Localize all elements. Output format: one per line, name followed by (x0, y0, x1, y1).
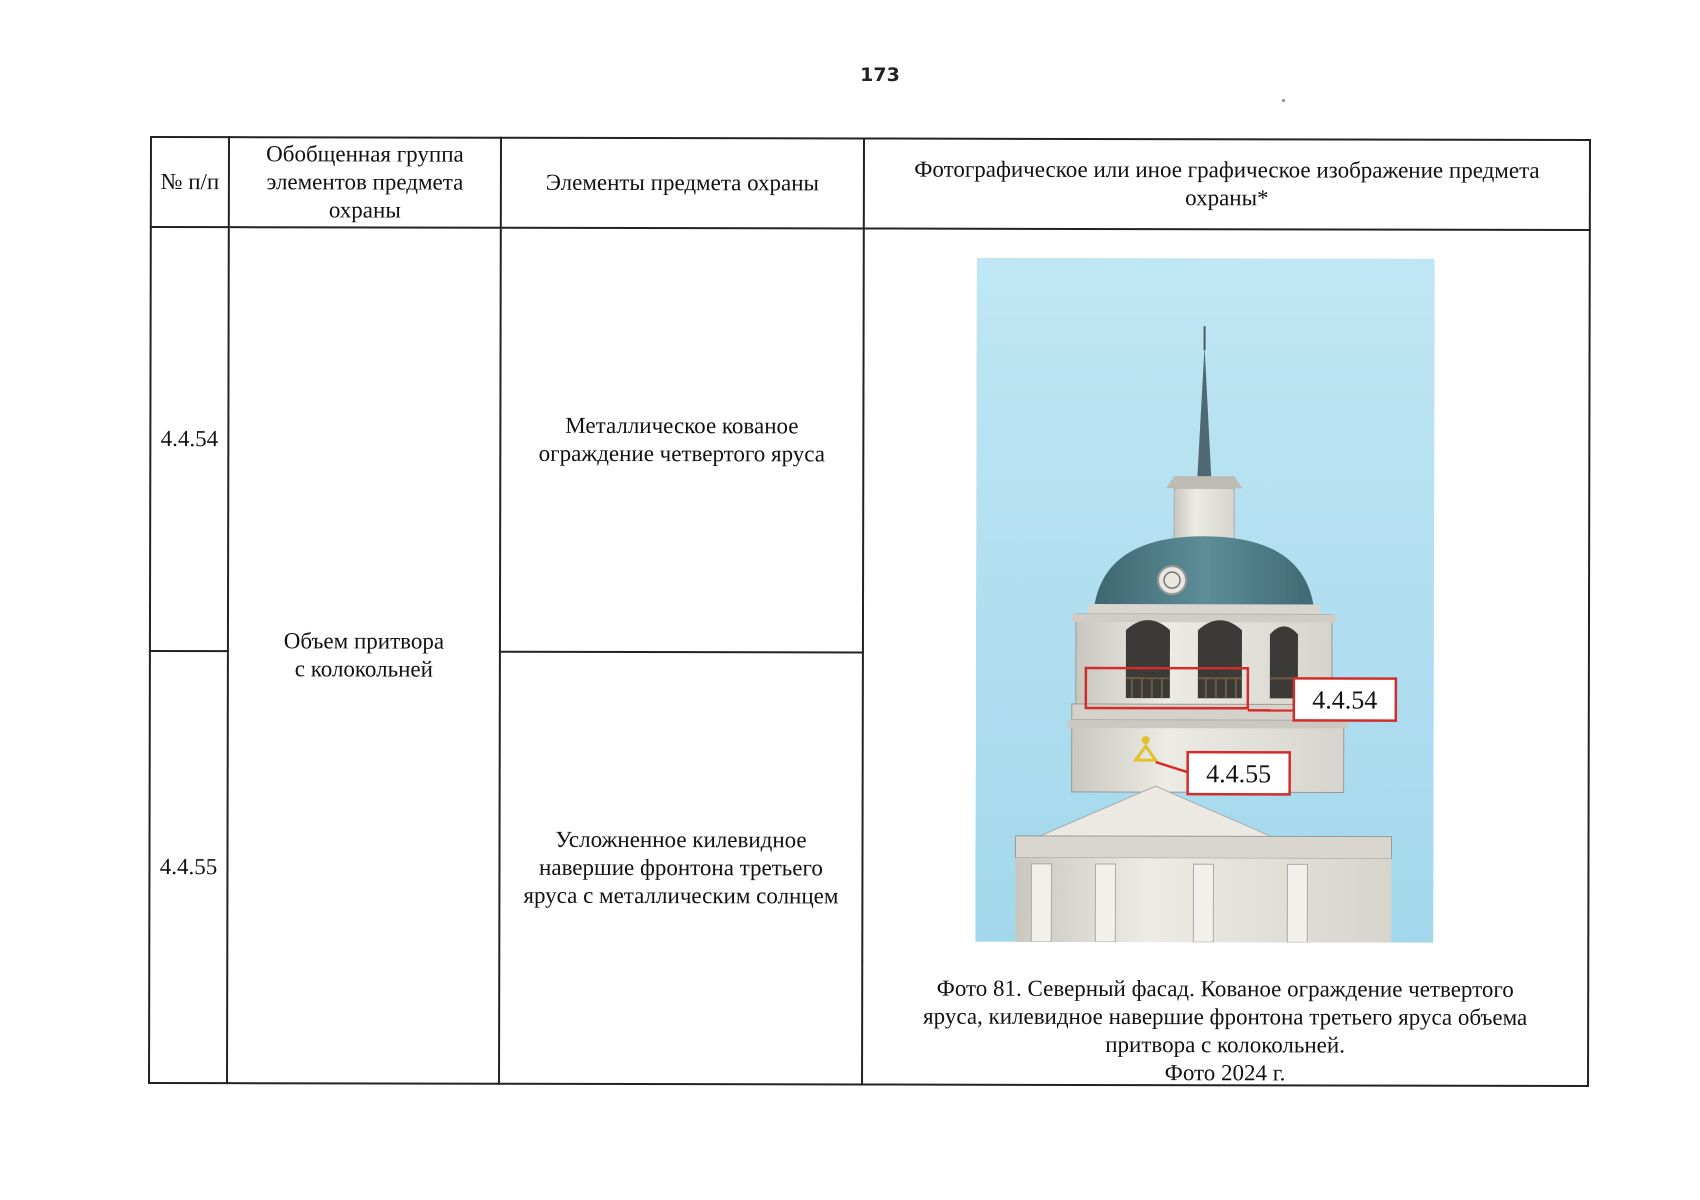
header-number: № п/п (151, 137, 229, 227)
row-number: 4.4.55 (149, 651, 228, 1083)
element-cell: Усложненное килевидное навершие фронтона третьего яруса с металлическим солнцем (499, 652, 863, 1085)
row-number: 4.4.54 (150, 227, 229, 651)
scan-speck (1282, 99, 1285, 102)
photo-cell (862, 228, 1590, 1086)
protection-table (148, 136, 1591, 1087)
table-row (150, 227, 1590, 654)
callout-label-4-4-55: 4.4.55 (1206, 759, 1272, 789)
header-elements: Элементы предмета охраны (501, 138, 864, 229)
header-group: Обобщенная группа элементов предмета охраны (229, 137, 501, 228)
header-row (151, 137, 1590, 230)
bell-tower-photo (975, 258, 1434, 943)
group-cell: Объем притвора с колокольней (227, 227, 501, 1084)
callout-label-4-4-54: 4.4.54 (1312, 685, 1378, 715)
element-cell: Металлическое кованое ограждение четвертого яруса (500, 228, 864, 653)
header-image: Фотографическое или иное графическое изображение предмета охраны* (864, 138, 1590, 230)
page-number: 173 (860, 64, 900, 86)
photo-caption: Фото 81. Северный фасад. Кованое ограждение четвертого яруса, килевидное навершие фронтона третьего яруса объема притвора с колокольней. Фото 2024 г. (923, 975, 1528, 1086)
